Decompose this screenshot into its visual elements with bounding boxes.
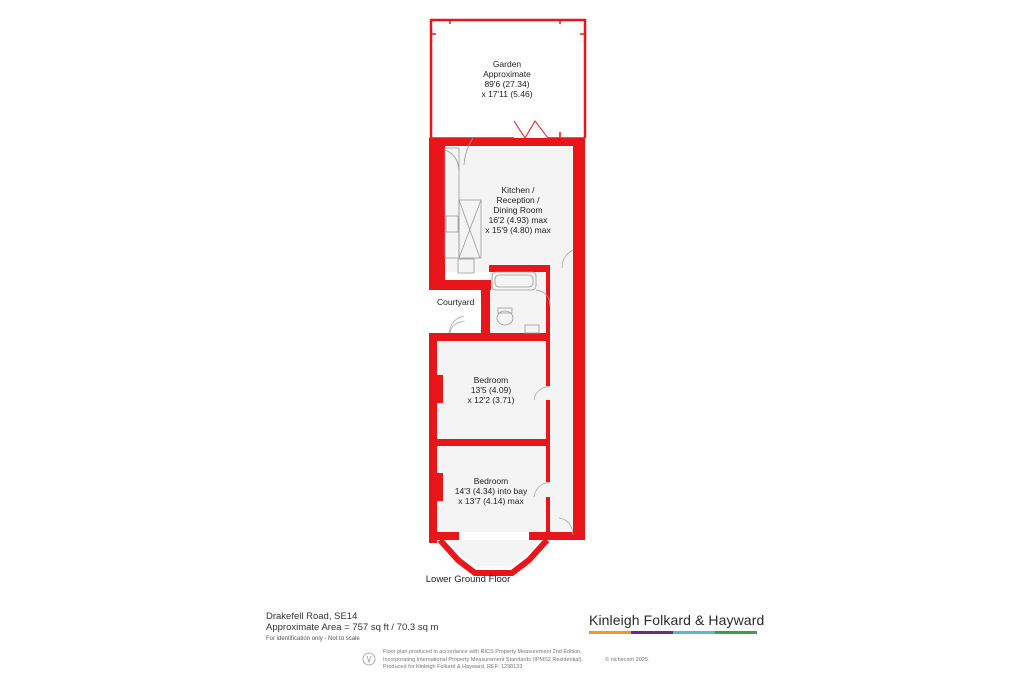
brand-bar-segment	[589, 631, 631, 634]
svg-text:13'5 (4.09): 13'5 (4.09)	[470, 385, 512, 395]
approximate-area: Approximate Area = 757 sq ft / 70.3 sq m	[266, 622, 439, 633]
legal-line-2: Incorporating International Property Measurement Standards (IPMS2 Residential).	[383, 656, 583, 663]
svg-text:Kitchen /: Kitchen /	[501, 185, 535, 195]
measurement-stamp-icon	[362, 652, 376, 666]
svg-text:x 15'9 (4.80) max: x 15'9 (4.80) max	[485, 225, 551, 235]
svg-text:x 12'2 (3.71): x 12'2 (3.71)	[467, 395, 515, 405]
svg-text:89'6 (27.34): 89'6 (27.34)	[484, 79, 530, 89]
svg-text:Reception /: Reception /	[496, 195, 540, 205]
svg-text:14'3 (4.34) into bay: 14'3 (4.34) into bay	[454, 486, 528, 496]
brand-bar-segment	[631, 631, 673, 634]
bay-window	[440, 540, 547, 573]
svg-text:Bedroom: Bedroom	[473, 375, 509, 385]
legal-notice	[383, 649, 650, 672]
svg-text:Garden: Garden	[492, 59, 522, 69]
scale-note: For identification only - Not to scale	[266, 636, 360, 642]
svg-text:Bedroom: Bedroom	[473, 476, 509, 486]
brand-color-bar	[589, 631, 757, 634]
brand-name: Kinleigh Folkard & Hayward	[589, 612, 765, 628]
address: Drakefell Road, SE14	[266, 611, 358, 622]
property-info	[266, 611, 438, 644]
svg-text:x 13'7 (4.14) max: x 13'7 (4.14) max	[458, 496, 524, 506]
legal-line-1: Floor plan produced in accordance with RICS Property Measurement 2nd Edition,	[383, 649, 582, 655]
copyright: © nichecom 2025.	[605, 656, 650, 663]
svg-text:x 17'11 (5.46): x 17'11 (5.46)	[481, 89, 533, 99]
brand-bar-segment	[715, 631, 757, 634]
svg-text:16'2 (4.93) max: 16'2 (4.93) max	[488, 215, 548, 225]
floor-label: Lower Ground Floor	[425, 574, 511, 585]
courtyard-label: Courtyard	[437, 297, 475, 307]
svg-text:Dining Room: Dining Room	[493, 205, 543, 215]
garden-label	[481, 59, 532, 99]
legal-line-3: Produced for Kinleigh Folkard & Hayward. REF: 1298133	[383, 664, 523, 670]
brand-bar-segment	[673, 631, 715, 634]
bedroom-1-label	[468, 375, 515, 405]
brand-logo	[589, 612, 765, 634]
svg-text:Approximate: Approximate	[483, 69, 531, 79]
